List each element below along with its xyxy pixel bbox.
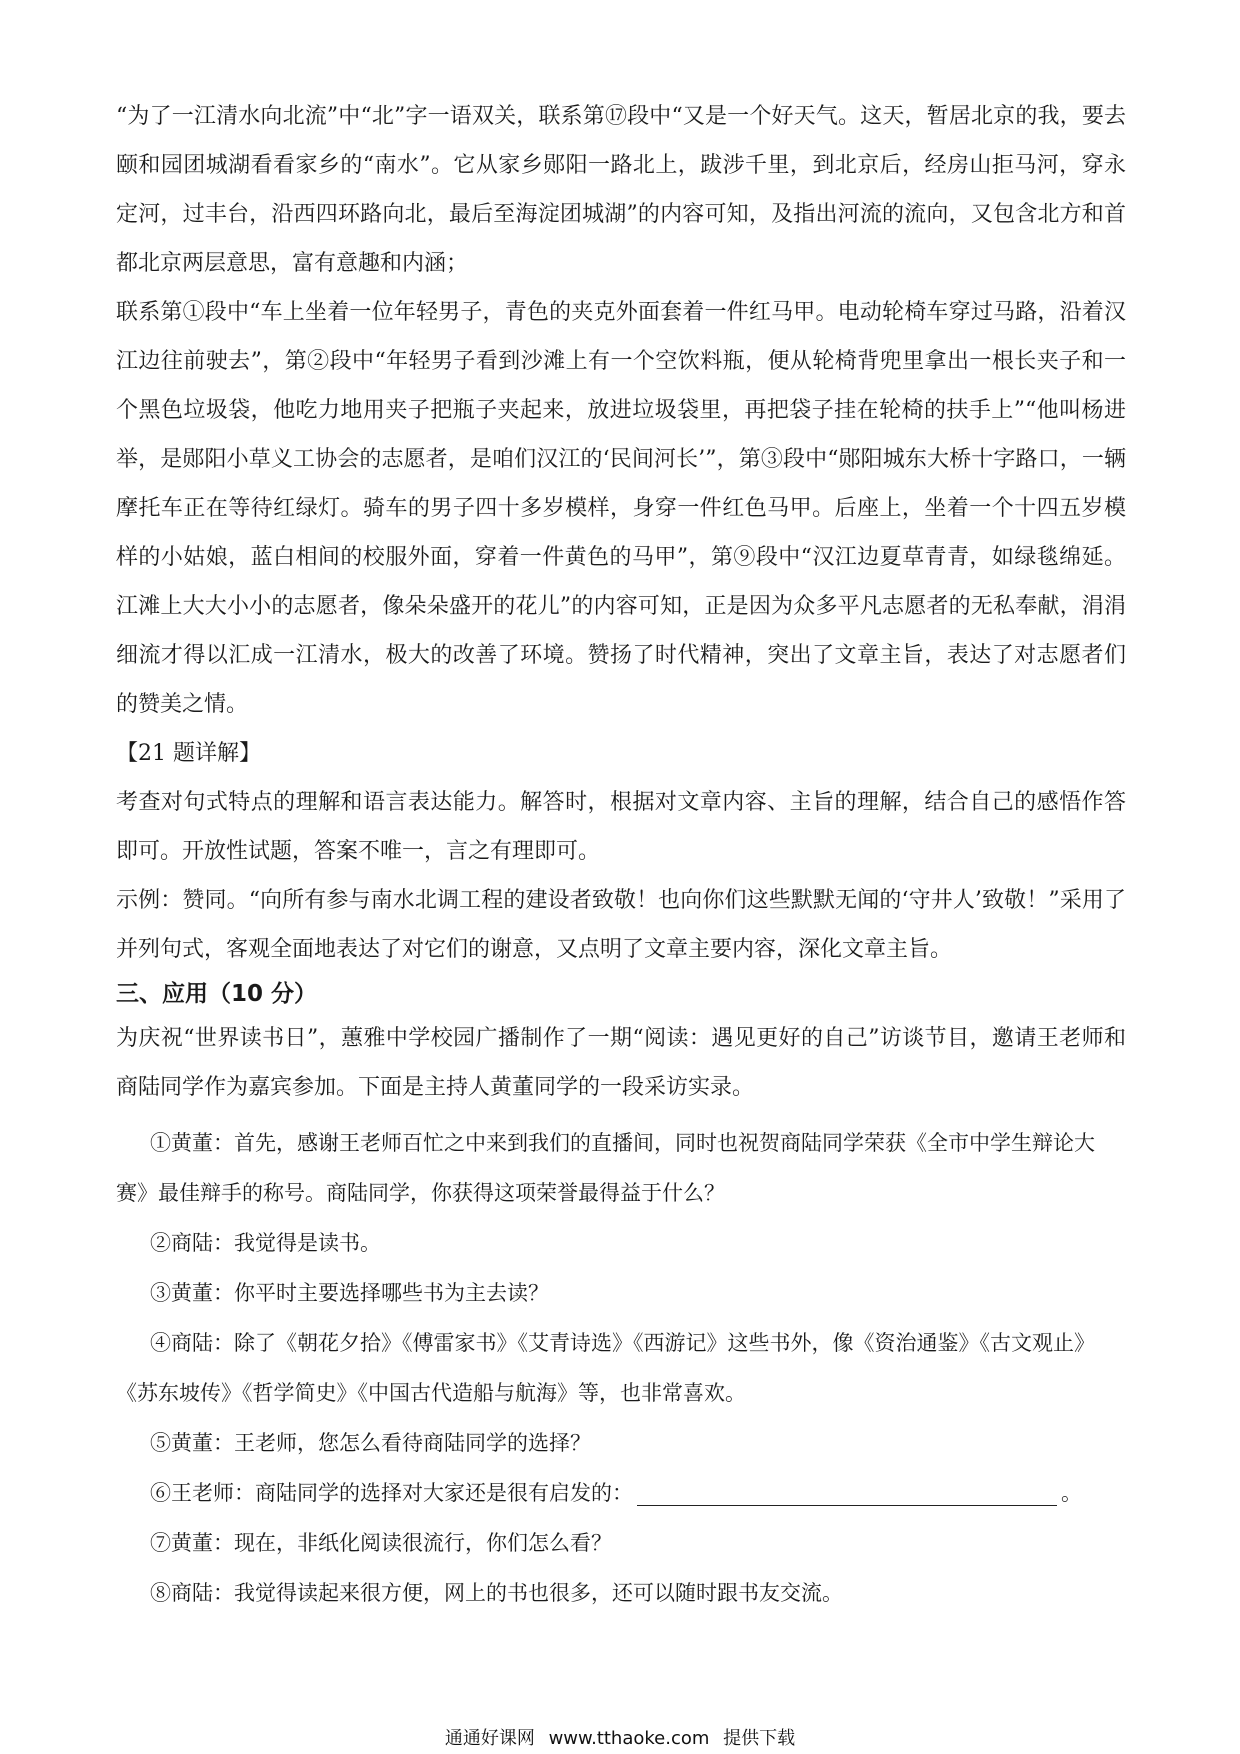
dialog-line-5: ⑤黄董：王老师，您怎么看待商陆同学的选择？ [150,1431,591,1455]
dialog-line-7: ⑦黄董：现在，非纸化阅读很流行，你们怎么看？ [150,1531,612,1555]
dialog-line-6 [116,1468,1126,1518]
document-body [116,92,1126,1618]
dialog-block [116,1118,1126,1618]
footer-url[interactable]: www.tthaoke.com [548,1728,710,1749]
analysis-paragraph-2: 联系第①段中“车上坐着一位年轻男子，青色的夹克外面套着一件红马甲。电动轮椅车穿过马路，沿着汉江边往前驶去”，第②段中“年轻男子看到沙滩上有一个空饮料瓶，便从轮椅背兜里拿出一根长夹子和一个黑色垃圾袋，他吃力地用夹子把瓶子夹起来，放进垃圾袋里，再把袋子挂在轮椅的扶手上”“他叫杨进举，是郧阳小草义工协会的志愿者，是咱们汉江的‘民间河长’”，第③段中“郧阳城东大桥十字路口，一辆摩托车正在等待红绿灯。骑车的男子四十多岁模样，身穿一件红色马甲。后座上，坐着一个十四五岁模样的小姑娘，蓝白相间的校服外面，穿着一件黄色的马甲”，第⑨段中“汉江边夏草青青，如绿毯绵延。江滩上大大小小的志愿者，像朵朵盛开的花儿”的内容可知，正是因为众多平凡志愿者的无私奉献，涓涓细流才得以汇成一江清水，极大的改善了环境。赞扬了时代精神，突出了文章主旨，表达了对志愿者们的赞美之情。 [116,300,1126,717]
analysis-paragraph-1: “为了一江清水向北流”中“北”字一语双关，联系第⑰段中“又是一个好天气。这天，暂居北京的我，要去颐和园团城湖看看家乡的“南水”。它从家乡郧阳一路北上，跋涉千里，到北京后，经房山拒马河，穿永定河，过丰台，沿西四环路向北，最后至海淀团城湖”的内容可知，及指出河流的流向，又包含北方和首都北京两层意思，富有意趣和内涵； [116,104,1126,276]
section-3-intro: 为庆祝“世界读书日”，蕙雅中学校园广播制作了一期“阅读：遇见更好的自己”访谈节目，邀请王老师和商陆同学作为嘉宾参加。下面是主持人黄董同学的一段采访实录。 [116,1026,1126,1100]
dialog-line-4: ④商陆：除了《朝花夕拾》《傅雷家书》《艾青诗选》《西游记》这些书外，像《资治通鉴》《古文观止》《苏东坡传》《哲学简史》《中国古代造船与航海》等，也非常喜欢。 [116,1331,1095,1405]
page-footer [0,1724,1240,1750]
dialog-line-3: ③黄董：你平时主要选择哪些书为主去读？ [150,1281,549,1305]
dialog-line-8: ⑧商陆：我觉得读起来很方便，网上的书也很多，还可以随时跟书友交流。 [150,1581,843,1605]
dialog-line-1: ①黄董：首先，感谢王老师百忙之中来到我们的直播间，同时也祝贺商陆同学荣获《全市中学生辩论大赛》最佳辩手的称号。商陆同学，你获得这项荣誉最得益于什么？ [116,1131,1095,1205]
footer-site-name: 通通好课网 [444,1728,535,1749]
section-3-title: 三、应用（10 分） [116,981,318,1007]
dialog-line-6-suffix: 。 [1061,1481,1082,1505]
question-21-paragraph-1: 考查对句式特点的理解和语言表达能力。解答时，根据对文章内容、主旨的理解，结合自己的感悟作答即可。开放性试题，答案不唯一，言之有理即可。 [116,790,1126,864]
question-21-heading: 【21 题详解】 [116,741,261,766]
dialog-line-2: ②商陆：我觉得是读书。 [150,1231,381,1255]
answer-blank[interactable] [637,1483,1057,1506]
question-21-paragraph-2: 示例：赞同。“向所有参与南水北调工程的建设者致敬！也向你们这些默默无闻的‘守井人’致敬！”采用了并列句式，客观全面地表达了对它们的谢意，又点明了文章主要内容，深化文章主旨。 [116,888,1126,962]
dialog-line-6-prefix: ⑥王老师：商陆同学的选择对大家还是很有启发的： [150,1481,633,1505]
footer-suffix: 提供下载 [723,1728,796,1749]
